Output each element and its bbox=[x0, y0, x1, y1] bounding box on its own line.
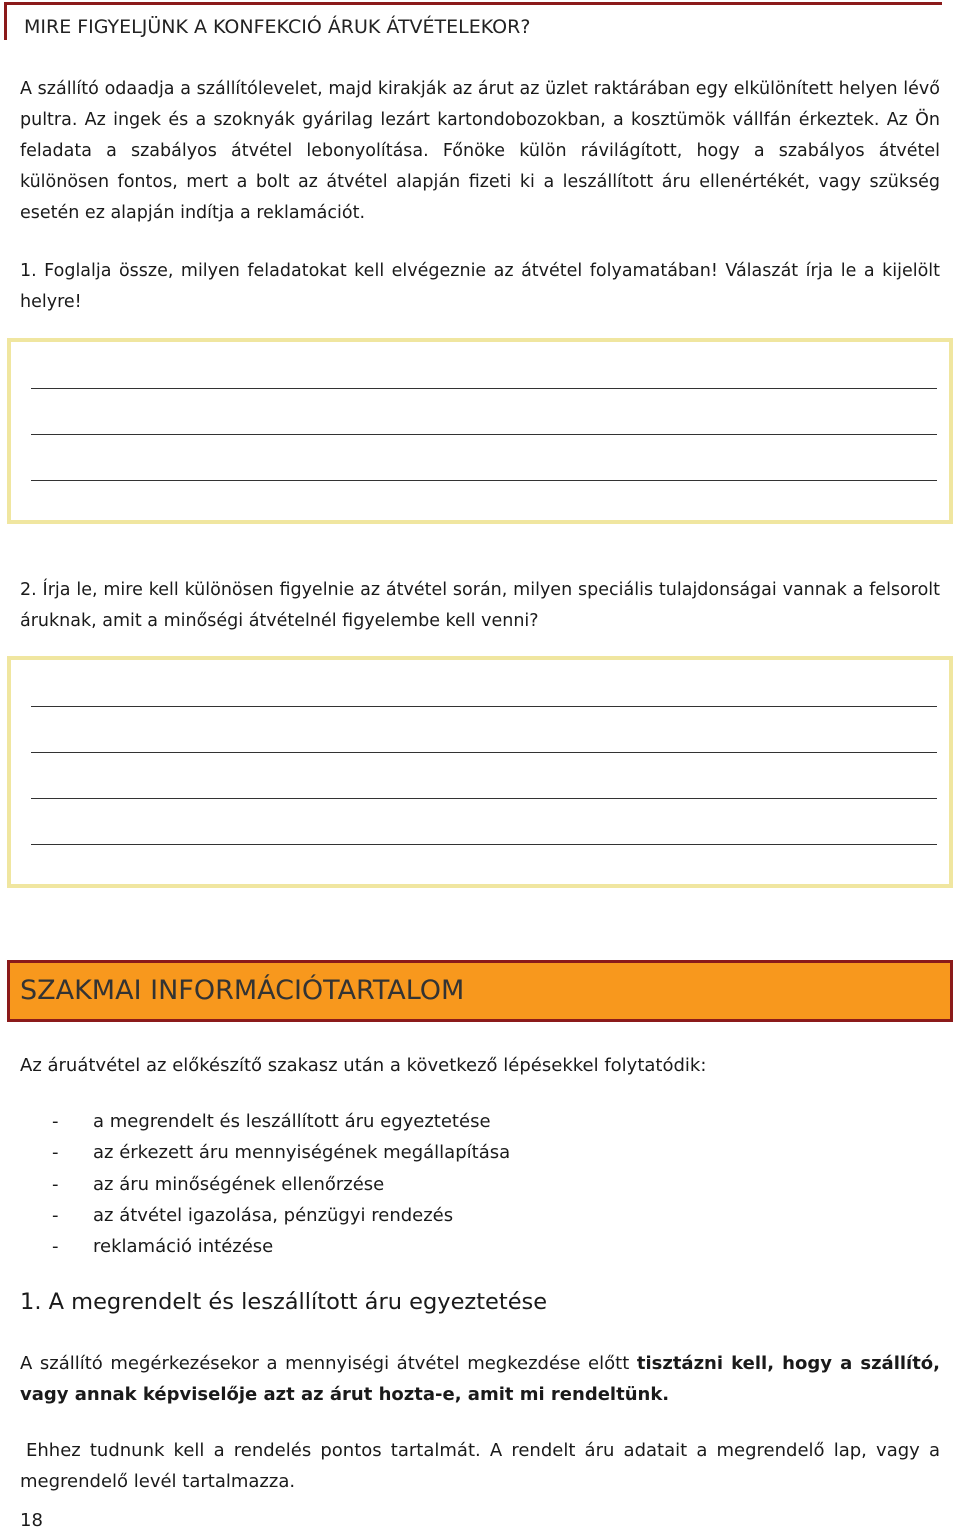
task-2-prompt: 2. Írja le, mire kell különösen figyelnie az átvétel során, milyen speciális tulajdonságai vannak a felsorolt áruknak, amit a minőségi átvételnél figyelembe kell venni? bbox=[20, 580, 940, 631]
list-item bbox=[20, 1231, 510, 1262]
section-banner bbox=[7, 960, 953, 1022]
list-item-text: az érkezett áru mennyiségének megállapítása bbox=[93, 1142, 511, 1164]
paragraph-text: A szállító megérkezésekor a mennyiségi átvétel megkezdése előtt bbox=[20, 1353, 637, 1374]
emphasis-text: tisztázni kell, hogy a szállító, vagy annak képviselője azt az árut hozta-e, amit mi rendeltünk. bbox=[20, 1353, 941, 1405]
banner-title: SZAKMAI INFORMÁCIÓTARTALOM bbox=[20, 975, 465, 1006]
section-1-paragraph-2: Ehhez tudnunk kell a rendelés pontos tartalmát. A rendelt áru adatait a megrendelő lap, vagy a megrendelő levél tartalmazza. bbox=[20, 1440, 940, 1492]
list-dash: - bbox=[52, 1142, 59, 1164]
header-title: MIRE FIGYELJÜNK A KONFEKCIÓ ÁRUK ÁTVÉTELEKOR? bbox=[24, 16, 531, 38]
answer-line[interactable] bbox=[31, 434, 937, 435]
list-item-text: az áru minőségének ellenőrzése bbox=[93, 1173, 385, 1195]
list-item bbox=[20, 1169, 510, 1200]
answer-line[interactable] bbox=[31, 798, 937, 799]
intro-paragraph: A szállító odaadja a szállítólevelet, majd kirakják az árut az üzlet raktárában egy elkülönített helyen lévő pultra. Az ingek és a szoknyák gyárilag lezárt kartondobozokban, a kosztümök vállfán érkeztek. Az Ön feladata a szabályos átvétel lebonyolítása. Főnöke külön rávilágított, hogy a szabályos átvétel különösen fontos, mert a bolt az átvétel alapján fizeti ki a leszállított áru ellenértékét, vagy szükség esetén ez alapján indítja a reklamációt. bbox=[20, 79, 940, 223]
answer-box-1[interactable] bbox=[7, 338, 953, 524]
list-item bbox=[20, 1200, 510, 1231]
list-dash: - bbox=[52, 1111, 59, 1132]
section-1-paragraph-1 bbox=[20, 1348, 940, 1410]
list-dash: - bbox=[52, 1236, 59, 1258]
page-header bbox=[4, 2, 942, 40]
section-heading: 1. A megrendelt és leszállított áru egyeztetése bbox=[20, 1289, 548, 1315]
list-dash: - bbox=[52, 1204, 59, 1226]
list-item-text: az átvétel igazolása, pénzügyi rendezés bbox=[93, 1204, 454, 1226]
answer-line[interactable] bbox=[31, 480, 937, 481]
answer-line[interactable] bbox=[31, 844, 937, 845]
task-1-prompt: 1. Foglalja össze, milyen feladatokat kell elvégeznie az átvétel folyamatában! Válaszát írja le a kijelölt helyre! bbox=[20, 261, 940, 312]
list-dash: - bbox=[52, 1173, 59, 1195]
page-number: 18 bbox=[20, 1510, 43, 1531]
info-lead: Az áruátvétel az előkészítő szakasz után a következő lépésekkel folytatódik: bbox=[20, 1055, 707, 1076]
answer-line[interactable] bbox=[31, 752, 937, 753]
list-item bbox=[20, 1137, 510, 1168]
answer-line[interactable] bbox=[31, 706, 937, 707]
list-item-text: a megrendelt és leszállított áru egyeztetése bbox=[93, 1111, 491, 1132]
answer-box-2[interactable] bbox=[7, 656, 953, 888]
list-item bbox=[20, 1106, 510, 1137]
list-item-text: reklamáció intézése bbox=[93, 1236, 274, 1258]
answer-line[interactable] bbox=[31, 388, 937, 389]
steps-list bbox=[20, 1106, 510, 1262]
